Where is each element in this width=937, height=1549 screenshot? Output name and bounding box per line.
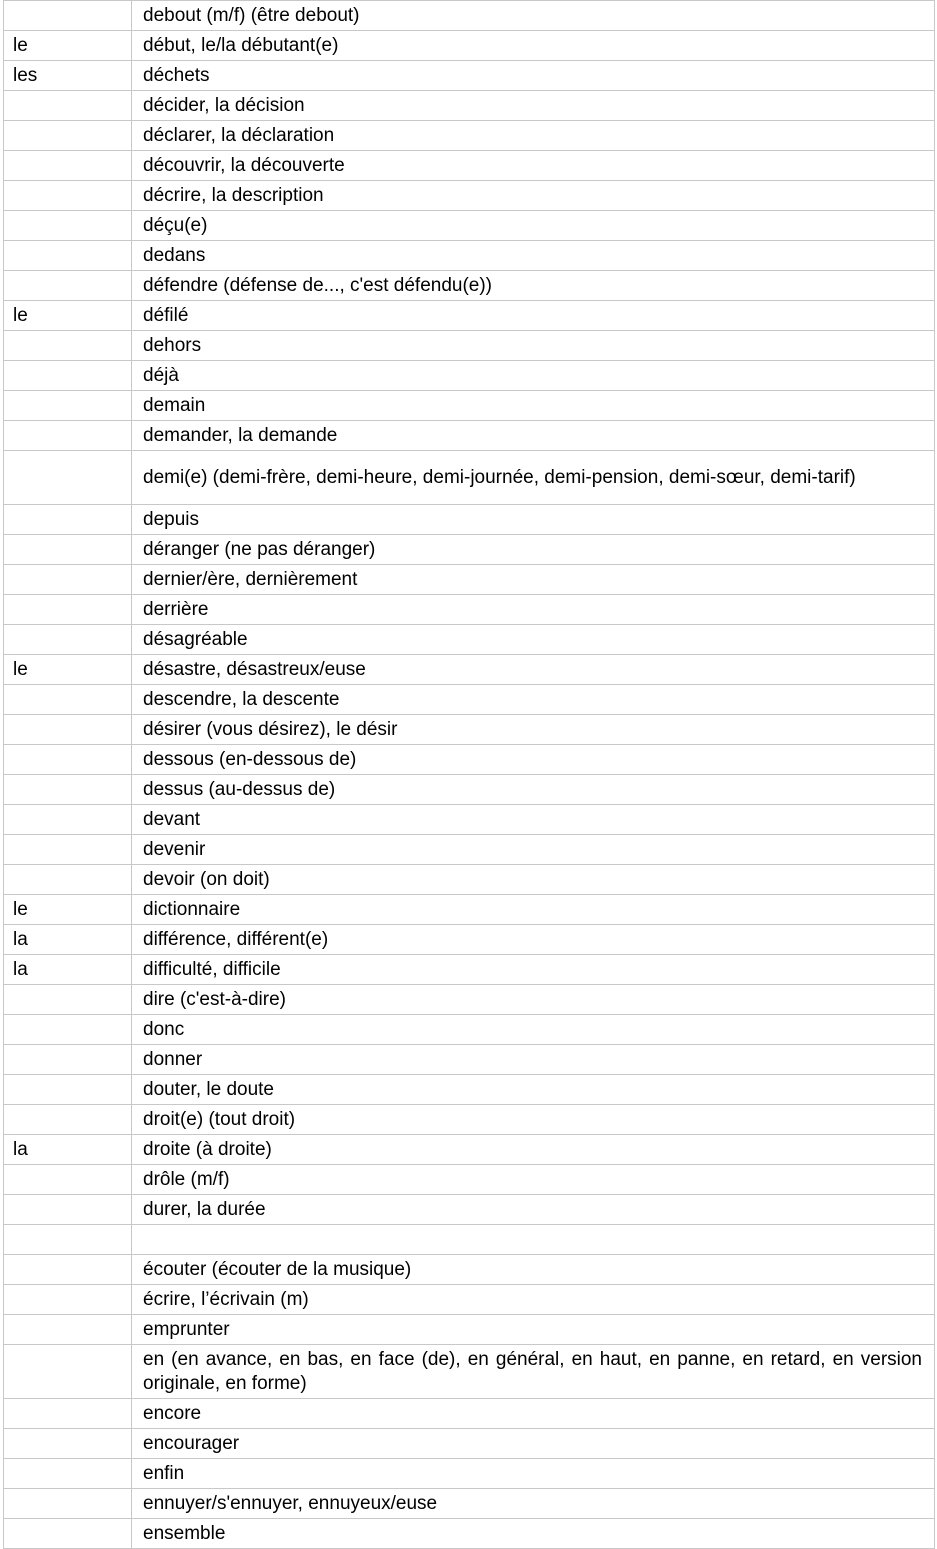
table-row <box>4 211 935 241</box>
article-cell <box>4 271 132 301</box>
article-cell: le <box>4 895 132 925</box>
article-cell <box>4 745 132 775</box>
table-row <box>4 595 935 625</box>
article-cell <box>4 1045 132 1075</box>
article-cell <box>4 715 132 745</box>
table-row <box>4 361 935 391</box>
word-cell: drôle (m/f) <box>132 1165 935 1195</box>
word-cell: enfin <box>132 1459 935 1489</box>
article-cell: la <box>4 955 132 985</box>
word-cell: différence, différent(e) <box>132 925 935 955</box>
word-cell: dessous (en-dessous de) <box>132 745 935 775</box>
vocabulary-table-body <box>4 1 935 1549</box>
article-cell <box>4 1195 132 1225</box>
word-cell: déclarer, la déclaration <box>132 121 935 151</box>
table-row <box>4 1015 935 1045</box>
word-cell: descendre, la descente <box>132 685 935 715</box>
article-cell <box>4 1015 132 1045</box>
article-cell <box>4 1 132 31</box>
article-cell <box>4 361 132 391</box>
word-cell: décider, la décision <box>132 91 935 121</box>
article-cell <box>4 1255 132 1285</box>
word-cell: emprunter <box>132 1315 935 1345</box>
table-row <box>4 391 935 421</box>
table-row <box>4 1519 935 1549</box>
word-cell <box>132 1225 935 1255</box>
table-row <box>4 865 935 895</box>
article-cell <box>4 211 132 241</box>
article-cell <box>4 1285 132 1315</box>
word-cell: découvrir, la découverte <box>132 151 935 181</box>
table-row <box>4 505 935 535</box>
table-row <box>4 1255 935 1285</box>
article-cell <box>4 625 132 655</box>
article-cell <box>4 241 132 271</box>
table-row <box>4 271 935 301</box>
article-cell <box>4 1225 132 1255</box>
table-row <box>4 1045 935 1075</box>
article-cell <box>4 1429 132 1459</box>
table-row <box>4 451 935 505</box>
table-row <box>4 1195 935 1225</box>
table-row <box>4 685 935 715</box>
word-cell: difficulté, difficile <box>132 955 935 985</box>
table-row <box>4 1315 935 1345</box>
word-cell: écouter (écouter de la musique) <box>132 1255 935 1285</box>
article-cell <box>4 331 132 361</box>
vocabulary-table <box>3 0 935 1549</box>
table-row <box>4 985 935 1015</box>
article-cell: le <box>4 655 132 685</box>
word-cell: donner <box>132 1045 935 1075</box>
table-row <box>4 835 935 865</box>
table-row <box>4 61 935 91</box>
table-row <box>4 955 935 985</box>
table-row <box>4 565 935 595</box>
article-cell <box>4 391 132 421</box>
word-cell: ennuyer/s'ennuyer, ennuyeux/euse <box>132 1489 935 1519</box>
table-row <box>4 301 935 331</box>
word-cell: derrière <box>132 595 935 625</box>
word-cell: déjà <box>132 361 935 391</box>
article-cell: le <box>4 301 132 331</box>
table-row <box>4 1399 935 1429</box>
article-cell <box>4 1519 132 1549</box>
table-row <box>4 895 935 925</box>
word-cell: droit(e) (tout droit) <box>132 1105 935 1135</box>
article-cell <box>4 1399 132 1429</box>
article-cell <box>4 565 132 595</box>
word-cell: devant <box>132 805 935 835</box>
table-row <box>4 151 935 181</box>
article-cell <box>4 1075 132 1105</box>
table-row <box>4 421 935 451</box>
table-row <box>4 745 935 775</box>
table-row <box>4 1429 935 1459</box>
article-cell: le <box>4 31 132 61</box>
word-cell: déchets <box>132 61 935 91</box>
article-cell <box>4 805 132 835</box>
word-cell: défilé <box>132 301 935 331</box>
word-cell: désirer (vous désirez), le désir <box>132 715 935 745</box>
article-cell: la <box>4 1135 132 1165</box>
word-cell: demain <box>132 391 935 421</box>
word-cell: déçu(e) <box>132 211 935 241</box>
word-cell: devenir <box>132 835 935 865</box>
article-cell <box>4 1459 132 1489</box>
table-row <box>4 1075 935 1105</box>
word-cell: depuis <box>132 505 935 535</box>
word-cell: dire (c'est-à-dire) <box>132 985 935 1015</box>
article-cell <box>4 421 132 451</box>
word-cell: droite (à droite) <box>132 1135 935 1165</box>
word-cell: début, le/la débutant(e) <box>132 31 935 61</box>
article-cell <box>4 865 132 895</box>
word-cell: donc <box>132 1015 935 1045</box>
word-cell: durer, la durée <box>132 1195 935 1225</box>
article-cell <box>4 1489 132 1519</box>
word-cell: décrire, la description <box>132 181 935 211</box>
word-cell: dictionnaire <box>132 895 935 925</box>
word-cell: déranger (ne pas déranger) <box>132 535 935 565</box>
word-cell: en (en avance, en bas, en face (de), en général, en haut, en panne, en retard, en version originale, en forme) <box>132 1345 935 1399</box>
article-cell <box>4 595 132 625</box>
word-cell: dehors <box>132 331 935 361</box>
table-row <box>4 241 935 271</box>
table-row <box>4 805 935 835</box>
table-row <box>4 775 935 805</box>
table-row <box>4 1225 935 1255</box>
table-row <box>4 1459 935 1489</box>
article-cell <box>4 985 132 1015</box>
table-row <box>4 1165 935 1195</box>
article-cell <box>4 835 132 865</box>
word-cell: ensemble <box>132 1519 935 1549</box>
article-cell <box>4 535 132 565</box>
word-cell: devoir (on doit) <box>132 865 935 895</box>
word-cell: défendre (défense de..., c'est défendu(e)) <box>132 271 935 301</box>
table-row <box>4 925 935 955</box>
article-cell <box>4 1105 132 1135</box>
article-cell <box>4 685 132 715</box>
table-row <box>4 1105 935 1135</box>
table-row <box>4 121 935 151</box>
word-cell: désastre, désastreux/euse <box>132 655 935 685</box>
word-cell: encore <box>132 1399 935 1429</box>
article-cell <box>4 1345 132 1399</box>
word-cell: demander, la demande <box>132 421 935 451</box>
article-cell <box>4 505 132 535</box>
article-cell <box>4 1315 132 1345</box>
word-cell: douter, le doute <box>132 1075 935 1105</box>
article-cell <box>4 1165 132 1195</box>
table-row <box>4 1 935 31</box>
word-cell: écrire, l’écrivain (m) <box>132 1285 935 1315</box>
article-cell <box>4 91 132 121</box>
table-row <box>4 31 935 61</box>
article-cell: les <box>4 61 132 91</box>
article-cell <box>4 151 132 181</box>
table-row <box>4 331 935 361</box>
table-row <box>4 535 935 565</box>
word-cell: debout (m/f) (être debout) <box>132 1 935 31</box>
article-cell: la <box>4 925 132 955</box>
table-row <box>4 181 935 211</box>
word-cell: désagréable <box>132 625 935 655</box>
table-row <box>4 1285 935 1315</box>
table-row <box>4 655 935 685</box>
word-cell: dessus (au-dessus de) <box>132 775 935 805</box>
table-row <box>4 91 935 121</box>
table-row <box>4 625 935 655</box>
table-row <box>4 1345 935 1399</box>
word-cell: demi(e) (demi-frère, demi-heure, demi-journée, demi-pension, demi-sœur, demi-tarif) <box>132 451 935 505</box>
article-cell <box>4 121 132 151</box>
word-cell: encourager <box>132 1429 935 1459</box>
article-cell <box>4 451 132 505</box>
article-cell <box>4 181 132 211</box>
article-cell <box>4 775 132 805</box>
word-cell: dernier/ère, dernièrement <box>132 565 935 595</box>
table-row <box>4 715 935 745</box>
table-row <box>4 1135 935 1165</box>
table-row <box>4 1489 935 1519</box>
word-cell: dedans <box>132 241 935 271</box>
